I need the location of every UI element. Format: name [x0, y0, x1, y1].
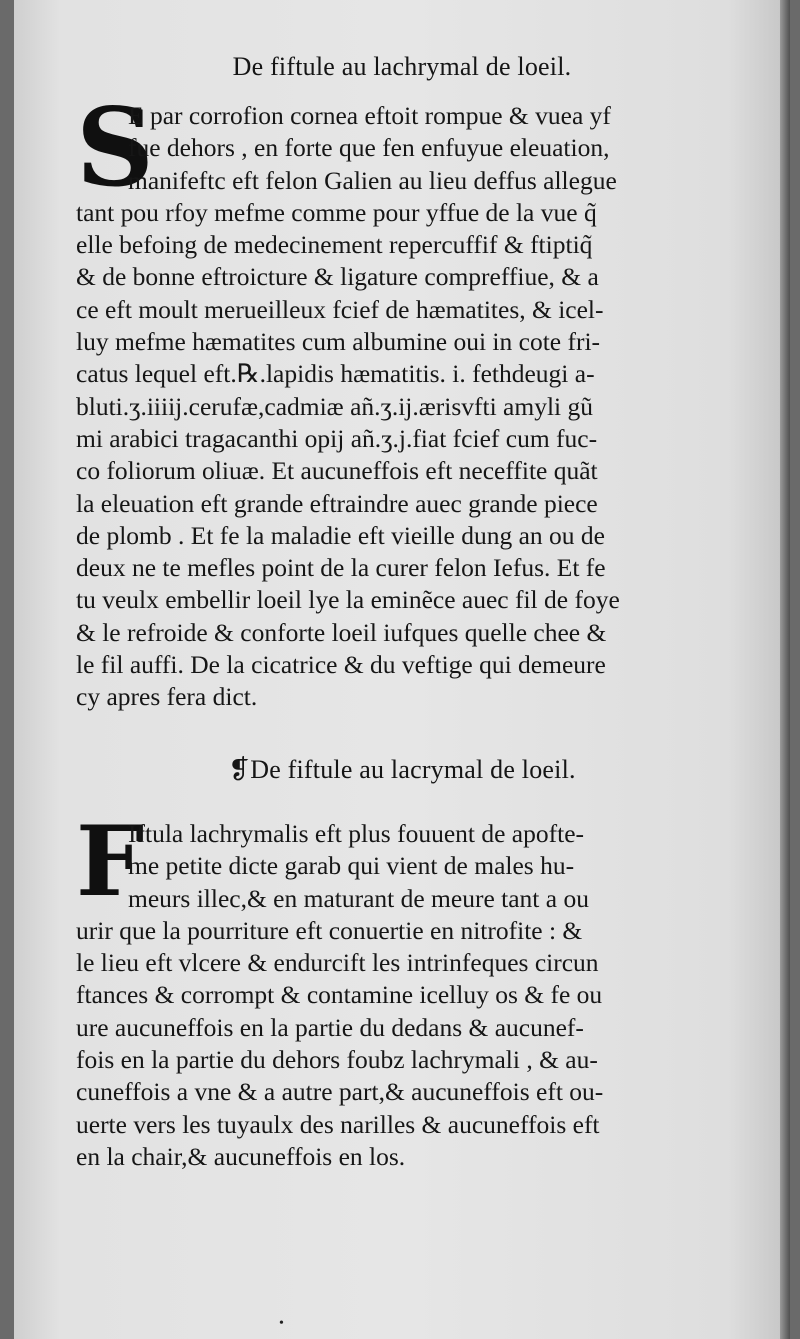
text-line: tant pou rfoy mefme comme pour yffue de la vue q̃	[76, 197, 597, 227]
text-line: ure aucuneffois en la partie du dedans & aucunef-	[76, 1012, 584, 1042]
text-line: catus lequel eft.℞.lapidis hæmatitis. i. fethdeugi a-	[76, 359, 595, 389]
text-line: cy apres fera dict.	[76, 682, 258, 712]
paragraph-2	[76, 818, 726, 1173]
text-line: le fil auffi. De la cicatrice & du veftige qui demeure	[76, 650, 606, 680]
text-line: cuneffois a vne & a autre part,& aucuneffois eft ou-	[76, 1077, 604, 1107]
text-line: & le refroide & conforte loeil iufques quelle chee &	[76, 617, 607, 647]
text-line: ftances & corrompt & contamine icelluy os & fe ou	[76, 980, 603, 1010]
text-line: ce eft moult merueilleux fcief de hæmatites, & icel-	[76, 294, 604, 324]
text-line: luy mefme hæmatites cum albumine oui in cote fri-	[76, 327, 601, 357]
text-line: uerte vers les tuyaulx des narilles & aucuneffois eft	[76, 1109, 600, 1139]
text-line: co foliorum oliuæ. Et aucuneffois eft neceffite quãt	[76, 456, 598, 486]
text-line: de plomb . Et fe la maladie eft vieille dung an ou de	[76, 520, 605, 550]
text-line: me petite dicte garab qui vient de males hu-	[128, 851, 575, 881]
chapter-heading-1: De fiftule au lachrymal de loeil.	[232, 52, 572, 81]
page-mark: •	[279, 1316, 284, 1331]
text-line: en la chair,& aucuneffois en los.	[76, 1141, 406, 1171]
text-line: bluti.ʒ.iiiij.cerufæ,cadmiæ añ.ʒ.ij.ærisvfti amyli gũ	[76, 391, 593, 421]
text-line: meurs illec,& en maturant de meure tant a ou	[128, 883, 589, 913]
drop-cap-s: S	[76, 85, 154, 211]
chapter-heading-2: ❡De fiftule au lacrymal de loeil.	[228, 755, 576, 784]
text-line: le lieu eft vlcere & endurcift les intrinfeques circun	[76, 948, 599, 978]
paragraph-1	[76, 100, 726, 714]
text-line: fois en la partie du dehors foubz lachrymali , & au-	[76, 1045, 598, 1075]
text-line: fue dehors , en forte que fen enfuyue eleuation,	[128, 133, 610, 163]
drop-cap-f: F	[76, 805, 145, 918]
text-line: Iftula lachrymalis eft plus fouuent de apofte-	[128, 819, 584, 848]
text-line: la eleuation eft grande eftraindre auec grande piece	[76, 488, 598, 518]
text-line: elle befoing de medecinement repercuffif & ftiptiq̃	[76, 230, 593, 260]
text-line: deux ne te mefles point de la curer felon Iefus. Et fe	[76, 553, 606, 583]
page-edge-shadow	[780, 0, 790, 1339]
text-line: & de bonne eftroicture & ligature compreffiue, & a	[76, 262, 599, 292]
text-line: manifeftc eft felon Galien au lieu deffus allegue	[128, 165, 617, 195]
text-line: urir que la pourriture eft conuertie en nitrofite : &	[76, 915, 583, 945]
book-page	[14, 0, 790, 1339]
text-line: E par corrofion cornea eftoit rompue & vuea yf	[128, 101, 611, 130]
text-line: tu veulx embellir loeil lye la eminẽce auec fil de foye	[76, 585, 620, 615]
text-line: mi arabici tragacanthi opij añ.ʒ.j.fiat fcief cum fuc-	[76, 423, 598, 453]
